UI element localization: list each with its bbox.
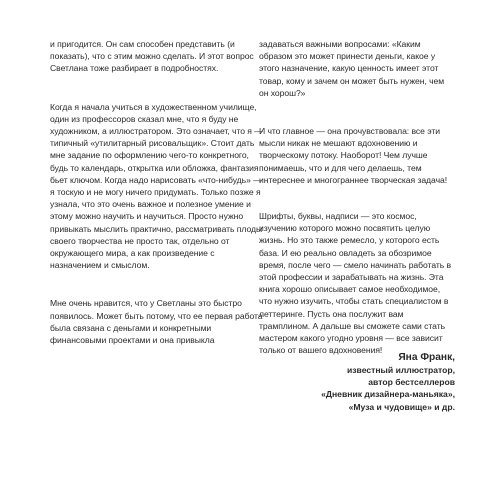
author-signature <box>321 351 455 413</box>
paragraph: Когда я начала учиться в художественном училище, один из профессоров сказал мне, что я буду не художником, а иллюстратором. Это означает, что я — типичный «утилитарный рисовальщик». Стоит дать мне задание по оформлению чего-то конкретного, будь то календарь, открытка или обложка, фантазия бьет ключом. Когда надо нарисовать «что-нибудь» — я тоскую и не могу ничего придумать. Только позже я узнала, что это очень важное и полезное умение и этому можно научить и научиться. Просто нужно привыкать мыслить практично, рассматривать плоды своего творчества не просто так, отдельно от окружающего мира, а как произведение с назначением и смыслом. <box>50 101 263 271</box>
paragraph: И что главное — она прочувствовала: все эти мысли никак не мешают вдохновению и творческому потоку. Наоборот! Чем лучше понимаешь, что и для чего делаешь, тем интереснее и многограннее творческая задача! <box>259 126 448 185</box>
book-title: «Дневник дизайнера-маньяка», <box>321 389 455 400</box>
author-name: Яна Франк, <box>398 352 455 363</box>
book-title: «Муза и чудовище» и др. <box>348 401 455 412</box>
author-title: известный иллюстратор, <box>346 365 455 375</box>
paragraph: Мне очень нравится, что у Светланы это быстро появилось. Может быть потому, что ее первая работа была связана с деньгами и конкретными финансовыми проектами и она привыкла <box>50 298 263 346</box>
paragraph: и пригодится. Он сам способен представить (и показать), что с этим можно сделать. И этот вопрос Светлана тоже разбирает в подробностях. <box>50 39 254 74</box>
paragraph: Шрифты, буквы, надписи — это космос, изучению которого можно посвятить целую жизнь. Но это также ремесло, у которого есть база. И ею реально овладеть за обозримое время, после чего — смело начинать работать в этой профессии и зарабатывать на жизнь. Эта книга хорошо описывает самое необходимое, что нужно изучить, чтобы стать специалистом в леттеринге. Пусть она послужит вам трамплином. А дальше вы сможете сами стать мастером какого угодно уровня — все зависит только от вашего вдохновения! <box>259 211 452 356</box>
author-title: автор бестселлеров <box>368 377 455 388</box>
paragraph: задаваться важными вопросами: «Каким образом это может принести деньги, какое у этого назначение, какую ценность имеет этот товар, кому и зачем он может быть нужен, чем он хорош?» <box>259 39 445 98</box>
right-column <box>259 38 454 382</box>
left-column <box>50 38 265 372</box>
